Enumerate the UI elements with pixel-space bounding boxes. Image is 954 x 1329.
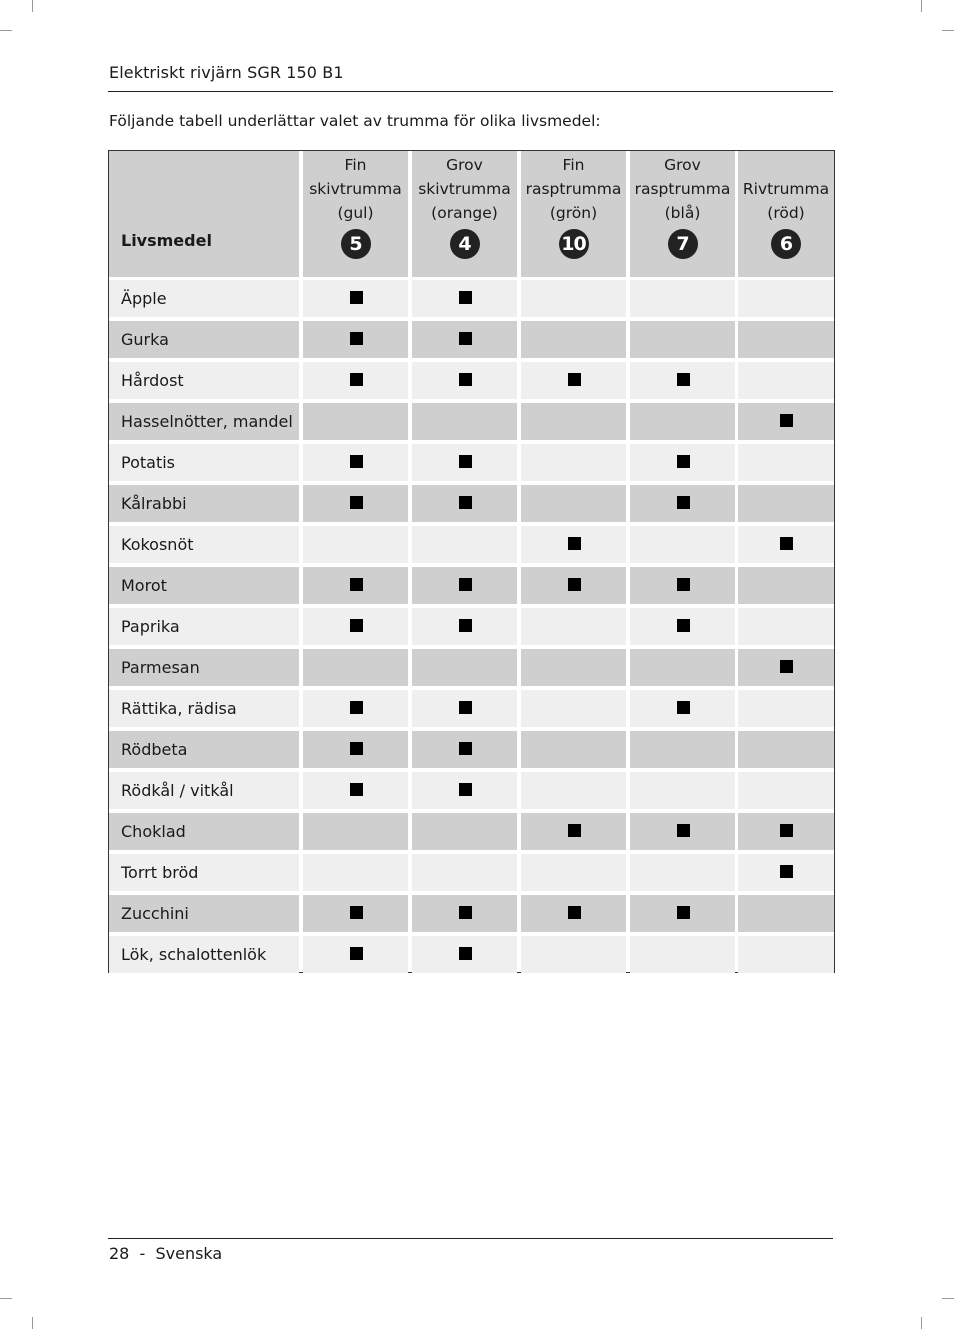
table-cell <box>738 280 834 317</box>
drum-number-badge-icon <box>341 229 371 259</box>
food-name: Potatis <box>121 453 175 472</box>
table-cell <box>630 731 735 768</box>
header-cell-drum <box>738 151 834 277</box>
drum-number: 5 <box>349 232 362 255</box>
table-cell <box>412 608 517 645</box>
intro-text: Följande tabell underlättar valet av trumma för olika livsmedel: <box>109 112 601 130</box>
header-cell-drum <box>412 151 517 277</box>
table-cell <box>521 813 626 850</box>
filled-square-icon <box>350 496 363 509</box>
table-row-label-cell <box>109 854 299 891</box>
table-cell <box>630 936 735 973</box>
table-row-label-cell <box>109 772 299 809</box>
food-name: Paprika <box>121 617 180 636</box>
food-name: Rödbeta <box>121 740 188 759</box>
food-name: Choklad <box>121 822 186 841</box>
table-row-label-cell <box>109 321 299 358</box>
food-name: Kålrabbi <box>121 494 187 513</box>
table-cell <box>412 690 517 727</box>
filled-square-icon <box>350 455 363 468</box>
food-name: Kokosnöt <box>121 535 194 554</box>
table-cell <box>303 608 408 645</box>
table-cell <box>521 936 626 973</box>
table-row-label-cell <box>109 485 299 522</box>
crop-mark <box>921 1317 922 1329</box>
table-cell <box>738 362 834 399</box>
header-cell-livsmedel <box>109 151 299 277</box>
filled-square-icon <box>459 947 472 960</box>
table-cell <box>738 649 834 686</box>
table-cell <box>738 485 834 522</box>
filled-square-icon <box>350 906 363 919</box>
filled-square-icon <box>568 537 581 550</box>
filled-square-icon <box>459 701 472 714</box>
table-row-label-cell <box>109 895 299 932</box>
food-name: Rödkål / vitkål <box>121 781 234 800</box>
table-cell <box>303 567 408 604</box>
table-cell <box>521 772 626 809</box>
filled-square-icon <box>677 496 690 509</box>
header-cell-drum <box>630 151 735 277</box>
livsmedel-header-label: Livsmedel <box>121 231 212 250</box>
table-cell <box>521 362 626 399</box>
table-cell <box>412 526 517 563</box>
crop-mark <box>0 1298 12 1299</box>
drum-column-label: Grov rasptrumma (blå) <box>634 156 731 222</box>
food-name: Zucchini <box>121 904 189 923</box>
table-cell <box>521 854 626 891</box>
filled-square-icon <box>350 701 363 714</box>
table-cell <box>521 895 626 932</box>
table-row-label-cell <box>109 608 299 645</box>
table-cell <box>521 608 626 645</box>
table-cell <box>303 403 408 440</box>
table-cell <box>412 649 517 686</box>
table-cell <box>303 280 408 317</box>
table-row-label-cell <box>109 567 299 604</box>
table-cell <box>412 362 517 399</box>
table-cell <box>630 813 735 850</box>
table-cell <box>738 526 834 563</box>
drum-number: 4 <box>458 232 471 255</box>
filled-square-icon <box>780 537 793 550</box>
table-row-label-cell <box>109 362 299 399</box>
filled-square-icon <box>459 742 472 755</box>
filled-square-icon <box>459 373 472 386</box>
table-cell <box>738 444 834 481</box>
food-name: Hasselnötter, mandel <box>121 412 293 431</box>
food-name: Parmesan <box>121 658 200 677</box>
filled-square-icon <box>568 906 581 919</box>
drum-column-label: Fin rasptrumma (grön) <box>525 156 622 222</box>
table-cell <box>630 854 735 891</box>
drum-number: 10 <box>561 232 586 255</box>
drum-column-label: Rivtrumma (röd) <box>742 180 830 222</box>
filled-square-icon <box>568 373 581 386</box>
table-cell <box>630 772 735 809</box>
table-cell <box>738 690 834 727</box>
table-cell <box>630 485 735 522</box>
filled-square-icon <box>459 455 472 468</box>
filled-square-icon <box>677 824 690 837</box>
table-row-label-cell <box>109 731 299 768</box>
table-cell <box>303 362 408 399</box>
table-cell <box>738 813 834 850</box>
table-cell <box>521 444 626 481</box>
page-header-title: Elektriskt rivjärn SGR 150 B1 <box>109 63 344 82</box>
table-cell <box>521 690 626 727</box>
table-cell <box>630 444 735 481</box>
table-cell <box>412 813 517 850</box>
filled-square-icon <box>677 578 690 591</box>
table-cell <box>412 731 517 768</box>
table-cell <box>412 280 517 317</box>
table-row-label-cell <box>109 690 299 727</box>
drum-selection-table <box>108 150 835 973</box>
table-cell <box>630 649 735 686</box>
filled-square-icon <box>350 619 363 632</box>
table-cell <box>303 731 408 768</box>
filled-square-icon <box>677 906 690 919</box>
drum-column-label: Fin skivtrumma (gul) <box>309 156 402 222</box>
crop-mark <box>921 0 922 12</box>
table-cell <box>521 485 626 522</box>
table-row-label-cell <box>109 526 299 563</box>
table-cell <box>303 690 408 727</box>
table-cell <box>412 772 517 809</box>
drum-number-badge-icon <box>771 229 801 259</box>
table-cell <box>303 321 408 358</box>
filled-square-icon <box>350 332 363 345</box>
food-name: Morot <box>121 576 167 595</box>
table-cell <box>630 321 735 358</box>
header-cell-drum <box>303 151 408 277</box>
filled-square-icon <box>459 906 472 919</box>
table-cell <box>630 690 735 727</box>
table-cell <box>521 649 626 686</box>
table-cell <box>521 280 626 317</box>
footer-rule <box>108 1238 833 1239</box>
table-row-label-cell <box>109 444 299 481</box>
page-footer <box>109 1244 222 1263</box>
table-cell <box>630 608 735 645</box>
header-cell-drum <box>521 151 626 277</box>
table-cell <box>521 321 626 358</box>
food-name: Torrt bröd <box>121 863 199 882</box>
food-name: Lök, schalottenlök <box>121 945 267 964</box>
drum-column-label: Grov skivtrumma (orange) <box>418 156 511 222</box>
filled-square-icon <box>780 414 793 427</box>
table-cell <box>630 280 735 317</box>
table-cell <box>521 403 626 440</box>
table-row-label-cell <box>109 280 299 317</box>
table-cell <box>303 936 408 973</box>
table-cell <box>412 321 517 358</box>
table-cell <box>412 485 517 522</box>
table-cell <box>303 772 408 809</box>
drum-number-badge-icon <box>668 229 698 259</box>
table-cell <box>412 444 517 481</box>
table-cell <box>738 731 834 768</box>
crop-mark <box>0 30 12 31</box>
table-row-label-cell <box>109 813 299 850</box>
filled-square-icon <box>677 373 690 386</box>
table-cell <box>738 403 834 440</box>
table-cell <box>630 567 735 604</box>
table-cell <box>303 444 408 481</box>
filled-square-icon <box>677 619 690 632</box>
food-name: Äpple <box>121 289 167 308</box>
filled-square-icon <box>780 660 793 673</box>
drum-number: 6 <box>779 232 793 255</box>
food-name: Rättika, rädisa <box>121 699 237 718</box>
table-cell <box>303 526 408 563</box>
filled-square-icon <box>459 332 472 345</box>
table-cell <box>303 649 408 686</box>
filled-square-icon <box>459 496 472 509</box>
food-name: Hårdost <box>121 371 184 390</box>
drum-number-badge-icon <box>559 229 589 259</box>
table-row-label-cell <box>109 403 299 440</box>
food-name: Gurka <box>121 330 169 349</box>
table-cell <box>412 403 517 440</box>
table-row-label-cell <box>109 649 299 686</box>
header-rule <box>108 91 833 92</box>
table-cell <box>303 895 408 932</box>
table-cell <box>303 854 408 891</box>
table-cell <box>521 567 626 604</box>
table-cell <box>738 608 834 645</box>
table-cell <box>412 936 517 973</box>
table-cell <box>303 813 408 850</box>
table-row-label-cell <box>109 936 299 973</box>
crop-mark <box>32 1317 33 1329</box>
filled-square-icon <box>677 455 690 468</box>
filled-square-icon <box>459 578 472 591</box>
filled-square-icon <box>350 578 363 591</box>
table-cell <box>738 936 834 973</box>
filled-square-icon <box>459 783 472 796</box>
table-cell <box>521 526 626 563</box>
table-cell <box>303 485 408 522</box>
crop-mark <box>32 0 33 12</box>
filled-square-icon <box>568 578 581 591</box>
filled-square-icon <box>780 824 793 837</box>
table-cell <box>738 567 834 604</box>
table-cell <box>630 403 735 440</box>
filled-square-icon <box>677 701 690 714</box>
filled-square-icon <box>350 742 363 755</box>
filled-square-icon <box>780 865 793 878</box>
table-cell <box>521 731 626 768</box>
table-cell <box>738 321 834 358</box>
filled-square-icon <box>568 824 581 837</box>
filled-square-icon <box>350 373 363 386</box>
crop-mark <box>942 30 954 31</box>
table-cell <box>738 895 834 932</box>
table-cell <box>412 854 517 891</box>
table-cell <box>412 567 517 604</box>
footer-text: 28 - Svenska <box>109 1244 223 1263</box>
table-cell <box>630 895 735 932</box>
filled-square-icon <box>350 947 363 960</box>
filled-square-icon <box>350 291 363 304</box>
table-cell <box>630 526 735 563</box>
table-cell <box>738 854 834 891</box>
filled-square-icon <box>459 619 472 632</box>
table-cell <box>412 895 517 932</box>
filled-square-icon <box>350 783 363 796</box>
table-cell <box>738 772 834 809</box>
drum-number-badge-icon <box>450 229 480 259</box>
crop-mark <box>942 1298 954 1299</box>
table-cell <box>630 362 735 399</box>
filled-square-icon <box>459 291 472 304</box>
drum-number: 7 <box>676 232 689 255</box>
